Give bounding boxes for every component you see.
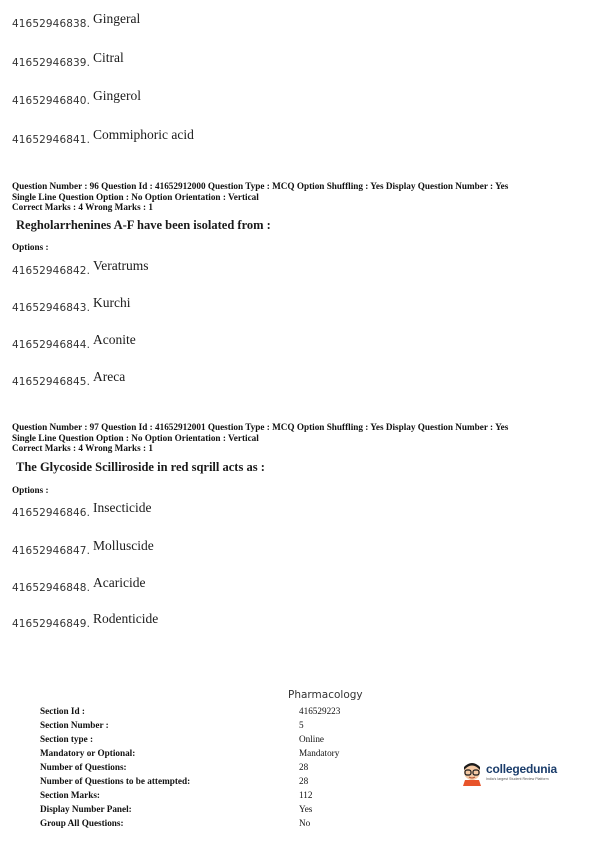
option-text: Rodenticide [93, 611, 159, 626]
option-row [12, 369, 126, 390]
section-value: Mandatory [299, 748, 340, 758]
section-key: Number of Questions: [40, 762, 127, 772]
option-number: 41652946841. [12, 134, 91, 146]
option-text: Gingeral [93, 11, 141, 26]
option-text: Veratrums [93, 258, 149, 273]
option-number: 41652946845. [12, 376, 91, 388]
section-key: Section type : [40, 734, 94, 744]
option-row [12, 611, 159, 632]
question-meta-line: Single Line Question Option : No Option Orientation : Vertical [12, 191, 259, 202]
section-key: Number of Questions to be attempted: [40, 776, 191, 786]
question-meta-line: Single Line Question Option : No Option Orientation : Vertical [12, 432, 259, 443]
option-row [12, 332, 136, 353]
section-value: 5 [299, 720, 304, 730]
option-text: Insecticide [93, 500, 152, 515]
option-text: Acaricide [93, 575, 146, 590]
section-key: Mandatory or Optional: [40, 748, 136, 758]
section-row [40, 706, 340, 720]
section-title: Pharmacology [288, 689, 363, 701]
option-number: 41652946840. [12, 95, 91, 107]
section-value: 416529223 [299, 706, 341, 716]
question-marks: Correct Marks : 4 Wrong Marks : 1 [12, 202, 153, 212]
section-value: 28 [299, 776, 309, 786]
section-row [40, 776, 340, 790]
option-number: 41652946839. [12, 57, 91, 69]
options-label: Options : [12, 242, 49, 252]
question-97-text: The Glycoside Scilliroside in red sqrill acts as : [16, 460, 265, 474]
logo-name: collegedunia [486, 762, 557, 776]
section-key: Section Number : [40, 720, 109, 730]
option-number: 41652946848. [12, 582, 91, 594]
option-text: Gingerol [93, 88, 142, 103]
section-key: Display Number Panel: [40, 804, 132, 814]
section-key: Group All Questions: [40, 818, 124, 828]
graduate-mascot-icon [461, 760, 483, 786]
option-number: 41652946843. [12, 302, 91, 314]
section-key: Section Marks: [40, 790, 100, 800]
option-row [12, 50, 124, 71]
option-number: 41652946846. [12, 507, 91, 519]
section-row [40, 804, 340, 818]
section-value: 28 [299, 762, 309, 772]
section-value: No [299, 818, 311, 828]
question-meta-line: Question Number : 96 Question Id : 41652912000 Question Type : MCQ Option Shuffling : Yes Display Question Number : Yes [12, 181, 509, 191]
section-info-table [40, 706, 340, 832]
section-row [40, 762, 340, 776]
option-text: Aconite [93, 332, 136, 347]
question-96-text: Regholarrhenines A-F have been isolated from : [16, 218, 271, 232]
option-row [12, 127, 194, 148]
question-marks: Correct Marks : 4 Wrong Marks : 1 [12, 443, 153, 453]
option-row [12, 500, 152, 521]
section-row [40, 790, 340, 804]
option-number: 41652946842. [12, 265, 91, 277]
section-value: Yes [299, 804, 313, 814]
section-key: Section Id : [40, 706, 85, 716]
section-row [40, 818, 340, 832]
logo-tagline: India's largest Student Review Platform [486, 777, 549, 781]
option-number: 41652946844. [12, 339, 91, 351]
option-row [12, 88, 142, 109]
section-row [40, 720, 340, 734]
option-row [12, 295, 131, 316]
option-row [12, 11, 141, 32]
options-label: Options : [12, 485, 49, 495]
option-number: 41652946847. [12, 545, 91, 557]
section-row [40, 734, 340, 748]
option-text: Kurchi [93, 295, 131, 310]
option-row [12, 575, 146, 596]
section-value: Online [299, 734, 325, 744]
option-number: 41652946838. [12, 18, 91, 30]
option-row [12, 538, 154, 559]
option-text: Molluscide [93, 538, 154, 553]
collegedunia-logo [461, 758, 561, 788]
option-text: Areca [93, 369, 126, 384]
option-text: Commiphoric acid [93, 127, 194, 142]
question-97-meta [12, 422, 587, 454]
question-meta-line: Question Number : 97 Question Id : 41652912001 Question Type : MCQ Option Shuffling : Yes Display Question Number : Yes [12, 422, 509, 432]
option-row [12, 258, 149, 279]
option-text: Citral [93, 50, 124, 65]
question-96-meta [12, 181, 587, 213]
section-value: 112 [299, 790, 313, 800]
option-number: 41652946849. [12, 618, 91, 630]
section-row [40, 748, 340, 762]
